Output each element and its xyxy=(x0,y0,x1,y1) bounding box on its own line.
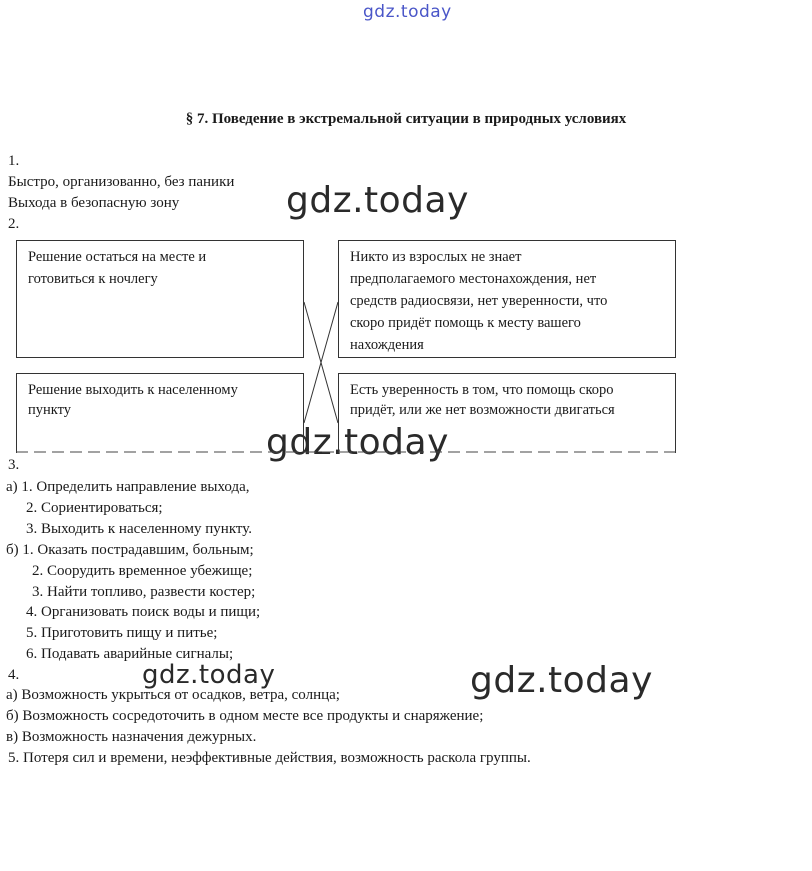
q3-line: 2. Соорудить временное убежище; xyxy=(32,563,253,579)
q5-line: 5. Потеря сил и времени, неэффективные действия, возможность раскола группы. xyxy=(8,750,531,766)
left-box-stay-line: готовиться к ночлегу xyxy=(28,271,158,287)
q3-line: 3. Найти топливо, развести костер; xyxy=(32,584,256,600)
right-box-no-help-line: Никто из взрослых не знает xyxy=(350,249,522,265)
watermark: gdz.today xyxy=(286,180,469,221)
q1-line: Быстро, организованно, без паники xyxy=(8,174,235,190)
q2-number: 2. xyxy=(8,216,20,232)
q4-number: 4. xyxy=(8,667,20,683)
q4-line: а) Возможность укрыться от осадков, ветра, солнца; xyxy=(6,687,340,703)
q3-line: 3. Выходить к населенному пункту. xyxy=(26,521,253,537)
watermark: gdz.today xyxy=(470,660,653,701)
q3-line: 2. Сориентироваться; xyxy=(26,500,163,516)
q3-line: 6. Подавать аварийные сигналы; xyxy=(26,646,234,662)
q4-line: в) Возможность назначения дежурных. xyxy=(6,729,257,745)
right-box-no-help-line: средств радиосвязи, нет уверенности, что xyxy=(350,293,608,309)
left-box-go-line: пункту xyxy=(28,402,72,418)
right-box-no-help-line: нахождения xyxy=(350,337,424,353)
left-box-stay-line: Решение остаться на месте и xyxy=(28,249,207,265)
right-box-no-help-line: предполагаемого местонахождения, нет xyxy=(350,271,597,287)
page-title: § 7. Поведение в экстремальной ситуации в природных условиях xyxy=(185,111,627,127)
q3-line: 5. Приготовить пищу и питье; xyxy=(26,625,218,641)
watermark: gdz.today xyxy=(266,422,449,463)
q3-line: а) 1. Определить направление выхода, xyxy=(6,479,250,495)
q4-line: б) Возможность сосредоточить в одном месте все продукты и снаряжение; xyxy=(6,708,484,724)
watermark-top: gdz.today xyxy=(363,2,452,22)
right-box-no-help-line: скоро придёт помощь к месту вашего xyxy=(350,315,581,331)
right-box-help-coming-line: Есть уверенность в том, что помощь скоро xyxy=(350,382,614,398)
q1-number: 1. xyxy=(8,153,20,169)
q3-line: 4. Организовать поиск воды и пищи; xyxy=(26,604,261,620)
right-box-help-coming-line: придёт, или же нет возможности двигаться xyxy=(350,402,615,418)
left-box-go-line: Решение выходить к населенному xyxy=(28,382,238,398)
q1-line: Выхода в безопасную зону xyxy=(8,195,180,211)
watermark: gdz.today xyxy=(142,660,276,690)
q3-number: 3. xyxy=(8,457,20,473)
q3-line: б) 1. Оказать пострадавшим, больным; xyxy=(6,542,254,558)
